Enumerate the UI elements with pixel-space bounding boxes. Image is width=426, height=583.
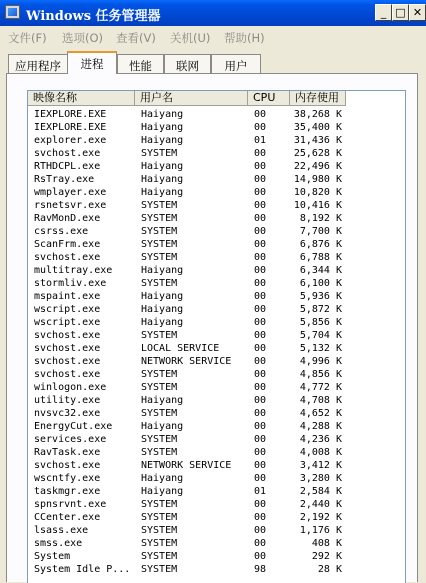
- process-user: SYSTEM: [141, 226, 178, 237]
- column-header-mem-usage[interactable]: 内存使用: [290, 91, 346, 106]
- process-cpu: 00: [254, 421, 267, 432]
- process-mem: 5,936 K: [299, 291, 342, 302]
- process-mem: 31,436 K: [293, 135, 342, 146]
- process-name: taskmgr.exe: [34, 486, 101, 497]
- process-cpu: 00: [254, 200, 267, 211]
- process-cpu: 00: [254, 291, 267, 302]
- tab-users[interactable]: 用户: [211, 54, 261, 74]
- process-name: wscntfy.exe: [34, 473, 101, 484]
- process-user: Haiyang: [141, 187, 184, 198]
- process-row[interactable]: [28, 160, 405, 173]
- process-name: IEXPLORE.EXE: [34, 109, 107, 120]
- process-name: RavTask.exe: [34, 447, 101, 458]
- process-cpu: 00: [254, 265, 267, 276]
- process-name: svchost.exe: [34, 343, 101, 354]
- process-cpu: 00: [254, 187, 267, 198]
- process-row[interactable]: [28, 329, 405, 342]
- process-row[interactable]: [28, 147, 405, 160]
- menu-shutdown[interactable]: 关机(U): [170, 31, 211, 45]
- process-name: mspaint.exe: [34, 291, 101, 302]
- process-name: rsnetsvr.exe: [34, 200, 107, 211]
- process-cpu: 00: [254, 460, 267, 471]
- process-name: explorer.exe: [34, 135, 107, 146]
- process-row[interactable]: [28, 537, 405, 550]
- process-name: smss.exe: [34, 538, 83, 549]
- menu-view[interactable]: 查看(V): [116, 31, 156, 45]
- process-row[interactable]: [28, 199, 405, 212]
- process-cpu: 00: [254, 395, 267, 406]
- process-row[interactable]: [28, 108, 405, 121]
- column-header-image-name[interactable]: 映像名称: [28, 91, 135, 106]
- process-user: SYSTEM: [141, 252, 178, 263]
- process-row[interactable]: [28, 381, 405, 394]
- process-mem: 5,856 K: [299, 317, 342, 328]
- process-user: SYSTEM: [141, 382, 178, 393]
- process-user: Haiyang: [141, 161, 184, 172]
- process-mem: 4,772 K: [299, 382, 342, 393]
- process-mem: 25,628 K: [293, 148, 342, 159]
- process-mem: 3,412 K: [299, 460, 342, 471]
- process-row[interactable]: [28, 264, 405, 277]
- maximize-button[interactable]: □: [392, 4, 409, 21]
- process-row[interactable]: [28, 420, 405, 433]
- process-user: SYSTEM: [141, 239, 178, 250]
- process-mem: 35,400 K: [293, 122, 342, 133]
- process-row[interactable]: [28, 251, 405, 264]
- tab-applications[interactable]: 应用程序: [8, 54, 68, 74]
- process-user: Haiyang: [141, 473, 184, 484]
- process-user: SYSTEM: [141, 330, 178, 341]
- tab-performance[interactable]: 性能: [117, 54, 164, 74]
- process-cpu: 00: [254, 473, 267, 484]
- process-cpu: 00: [254, 551, 267, 562]
- process-user: SYSTEM: [141, 408, 178, 419]
- process-mem: 6,344 K: [299, 265, 342, 276]
- menu-help[interactable]: 帮助(H): [224, 31, 265, 45]
- process-name: RsTray.exe: [34, 174, 95, 185]
- process-user: SYSTEM: [141, 213, 178, 224]
- process-name: utility.exe: [34, 395, 101, 406]
- process-name: stormliv.exe: [34, 278, 107, 289]
- process-user: Haiyang: [141, 122, 184, 133]
- process-name: nvsvc32.exe: [34, 408, 101, 419]
- process-cpu: 00: [254, 538, 267, 549]
- process-cpu: 00: [254, 278, 267, 289]
- process-cpu: 00: [254, 343, 267, 354]
- process-cpu: 00: [254, 304, 267, 315]
- menu-options[interactable]: 选项(O): [62, 31, 104, 45]
- process-name: ScanFrm.exe: [34, 239, 101, 250]
- process-row[interactable]: [28, 238, 405, 251]
- process-cpu: 00: [254, 369, 267, 380]
- process-cpu: 00: [254, 512, 267, 523]
- process-cpu: 00: [254, 434, 267, 445]
- process-row[interactable]: [28, 368, 405, 381]
- process-name: wscript.exe: [34, 317, 101, 328]
- process-name: svchost.exe: [34, 330, 101, 341]
- process-mem: 4,708 K: [299, 395, 342, 406]
- process-cpu: 00: [254, 213, 267, 224]
- process-mem: 3,280 K: [299, 473, 342, 484]
- process-user: NETWORK SERVICE: [141, 460, 232, 471]
- process-mem: 22,496 K: [293, 161, 342, 172]
- process-user: Haiyang: [141, 304, 184, 315]
- process-user: Haiyang: [141, 135, 184, 146]
- process-mem: 10,416 K: [293, 200, 342, 211]
- process-name: multitray.exe: [34, 265, 113, 276]
- process-user: SYSTEM: [141, 551, 178, 562]
- process-name: svchost.exe: [34, 356, 101, 367]
- process-user: SYSTEM: [141, 434, 178, 445]
- process-row[interactable]: [28, 459, 405, 472]
- process-user: NETWORK SERVICE: [141, 356, 232, 367]
- process-user: Haiyang: [141, 291, 184, 302]
- process-cpu: 00: [254, 382, 267, 393]
- process-row[interactable]: [28, 472, 405, 485]
- process-row[interactable]: [28, 524, 405, 537]
- process-cpu: 00: [254, 408, 267, 419]
- process-user: SYSTEM: [141, 538, 178, 549]
- process-mem: 2,440 K: [299, 499, 342, 510]
- title-bar[interactable]: [0, 0, 426, 26]
- process-row[interactable]: [28, 446, 405, 459]
- process-row[interactable]: [28, 550, 405, 563]
- process-mem: 6,788 K: [299, 252, 342, 263]
- process-mem: 5,872 K: [299, 304, 342, 315]
- process-cpu: 00: [254, 226, 267, 237]
- process-cpu: 00: [254, 525, 267, 536]
- process-name: CCenter.exe: [34, 512, 101, 523]
- process-mem: 4,236 K: [299, 434, 342, 445]
- process-row[interactable]: [28, 225, 405, 238]
- process-name: services.exe: [34, 434, 107, 445]
- process-name: csrss.exe: [34, 226, 89, 237]
- process-user: SYSTEM: [141, 447, 178, 458]
- process-user: SYSTEM: [141, 525, 178, 536]
- process-name: winlogon.exe: [34, 382, 107, 393]
- process-mem: 4,652 K: [299, 408, 342, 419]
- process-row[interactable]: [28, 277, 405, 290]
- process-user: Haiyang: [141, 109, 184, 120]
- process-row[interactable]: [28, 173, 405, 186]
- process-cpu: 01: [254, 135, 267, 146]
- process-row[interactable]: [28, 121, 405, 134]
- process-mem: 10,820 K: [293, 187, 342, 198]
- process-mem: 1,176 K: [299, 525, 342, 536]
- process-user: Haiyang: [141, 486, 184, 497]
- process-cpu: 00: [254, 447, 267, 458]
- process-user: Haiyang: [141, 421, 184, 432]
- task-manager-icon: [5, 5, 20, 19]
- process-row[interactable]: [28, 563, 405, 576]
- process-mem: 5,704 K: [299, 330, 342, 341]
- process-row[interactable]: [28, 134, 405, 147]
- process-user: SYSTEM: [141, 564, 178, 575]
- process-cpu: 00: [254, 330, 267, 341]
- process-cpu: 00: [254, 239, 267, 250]
- process-cpu: 00: [254, 317, 267, 328]
- processes-panel: [6, 73, 418, 582]
- process-mem: 4,856 K: [299, 369, 342, 380]
- process-name: svchost.exe: [34, 369, 101, 380]
- process-mem: 5,132 K: [299, 343, 342, 354]
- process-mem: 408 K: [311, 538, 342, 549]
- process-cpu: 00: [254, 161, 267, 172]
- process-mem: 292 K: [311, 551, 342, 562]
- process-row[interactable]: [28, 355, 405, 368]
- process-row[interactable]: [28, 394, 405, 407]
- process-row[interactable]: [28, 433, 405, 446]
- process-cpu: 01: [254, 486, 267, 497]
- process-rows: [28, 108, 405, 576]
- process-cpu: 00: [254, 109, 267, 120]
- process-row[interactable]: [28, 498, 405, 511]
- process-name: RTHDCPL.exe: [34, 161, 101, 172]
- process-row[interactable]: [28, 303, 405, 316]
- process-name: System: [34, 551, 71, 562]
- process-name: wmplayer.exe: [34, 187, 107, 198]
- tab-processes[interactable]: 进程: [67, 51, 117, 74]
- process-mem: 28 K: [317, 564, 342, 575]
- process-row[interactable]: [28, 511, 405, 524]
- process-mem: 38,268 K: [293, 109, 342, 120]
- process-row[interactable]: [28, 407, 405, 420]
- process-user: Haiyang: [141, 174, 184, 185]
- process-name: spnsrvnt.exe: [34, 499, 107, 510]
- process-cpu: 00: [254, 356, 267, 367]
- window-title: Windows 任务管理器: [26, 9, 161, 24]
- process-mem: 2,584 K: [299, 486, 342, 497]
- process-user: SYSTEM: [141, 278, 178, 289]
- process-user: Haiyang: [141, 395, 184, 406]
- process-user: LOCAL SERVICE: [141, 343, 220, 354]
- process-name: EnergyCut.exe: [34, 421, 113, 432]
- process-mem: 14,980 K: [293, 174, 342, 185]
- process-user: SYSTEM: [141, 200, 178, 211]
- process-mem: 8,192 K: [299, 213, 342, 224]
- process-mem: 4,996 K: [299, 356, 342, 367]
- process-row[interactable]: [28, 316, 405, 329]
- process-row[interactable]: [28, 342, 405, 355]
- column-header-user-name[interactable]: 用户名: [135, 91, 248, 106]
- process-mem: 4,008 K: [299, 447, 342, 458]
- process-mem: 7,700 K: [299, 226, 342, 237]
- process-row[interactable]: [28, 212, 405, 225]
- process-cpu: 00: [254, 252, 267, 263]
- process-name: svchost.exe: [34, 252, 101, 263]
- process-mem: 6,876 K: [299, 239, 342, 250]
- process-name: wscript.exe: [34, 304, 101, 315]
- minimize-button[interactable]: _: [375, 4, 392, 21]
- process-user: SYSTEM: [141, 369, 178, 380]
- process-mem: 6,100 K: [299, 278, 342, 289]
- process-cpu: 00: [254, 122, 267, 133]
- menu-bar: [0, 27, 426, 47]
- process-row[interactable]: [28, 186, 405, 199]
- process-cpu: 00: [254, 499, 267, 510]
- process-cpu: 00: [254, 148, 267, 159]
- column-header-cpu[interactable]: CPU: [248, 91, 290, 106]
- process-name: lsass.exe: [34, 525, 89, 536]
- process-user: SYSTEM: [141, 148, 178, 159]
- tab-networking[interactable]: 联网: [164, 54, 211, 74]
- process-row[interactable]: [28, 290, 405, 303]
- process-mem: 4,288 K: [299, 421, 342, 432]
- process-user: SYSTEM: [141, 512, 178, 523]
- process-name: RavMonD.exe: [34, 213, 101, 224]
- close-button[interactable]: ✕: [409, 4, 426, 21]
- process-name: svchost.exe: [34, 460, 101, 471]
- menu-file[interactable]: 文件(F): [8, 31, 47, 45]
- process-user: Haiyang: [141, 265, 184, 276]
- process-cpu: 98: [254, 564, 267, 575]
- process-user: Haiyang: [141, 317, 184, 328]
- process-name: System Idle P...: [34, 564, 131, 575]
- process-cpu: 00: [254, 174, 267, 185]
- process-name: svchost.exe: [34, 148, 101, 159]
- process-list[interactable]: [27, 90, 406, 583]
- process-name: IEXPLORE.EXE: [34, 122, 107, 133]
- process-mem: 2,192 K: [299, 512, 342, 523]
- process-row[interactable]: [28, 485, 405, 498]
- list-header: [28, 91, 346, 106]
- process-user: SYSTEM: [141, 499, 178, 510]
